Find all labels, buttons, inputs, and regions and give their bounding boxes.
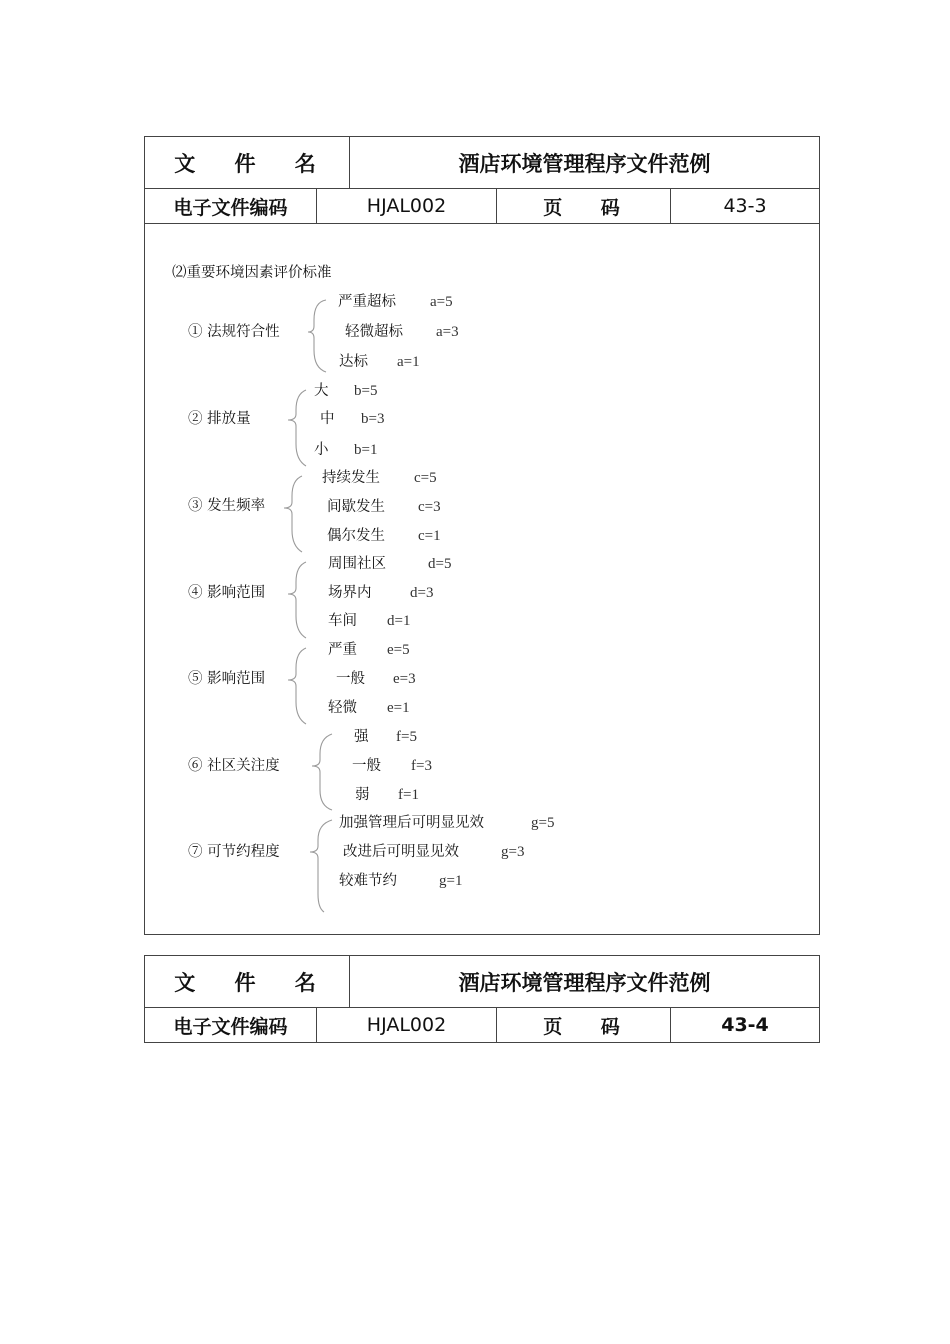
option-label: 严重超标 [338, 294, 396, 310]
file-name-value: 酒店环境管理程序文件范例 [350, 956, 820, 1008]
option-score: c=3 [418, 499, 441, 515]
option-label: 持续发生 [322, 470, 380, 486]
option-score: d=5 [428, 556, 452, 572]
page-label: 页 码 [497, 1008, 671, 1043]
option-score: a=5 [430, 294, 453, 310]
criterion-name: ③ 发生频率 [188, 498, 266, 514]
option-label: 周围社区 [328, 556, 386, 572]
page-number: 43-3 [671, 189, 820, 224]
option-score: g=3 [501, 844, 525, 860]
option-label: 车间 [328, 613, 357, 629]
option-score: g=5 [531, 815, 555, 831]
criterion-name: ① 法规符合性 [188, 324, 280, 340]
option-score: f=5 [396, 729, 417, 745]
page-number: 43-4 [671, 1008, 820, 1043]
option-label: 偶尔发生 [327, 528, 385, 544]
option-label: 一般 [352, 758, 381, 774]
option-score: c=5 [414, 470, 437, 486]
code-value: HJAL002 [317, 189, 497, 224]
option-score: b=1 [354, 442, 378, 458]
option-score: f=3 [411, 758, 432, 774]
document-header-1 [144, 136, 820, 224]
file-name-label: 文 件 名 [145, 137, 350, 189]
code-label: 电子文件编码 [145, 1008, 317, 1043]
criterion-name: ④ 影响范围 [188, 585, 266, 601]
option-label: 轻微超标 [345, 324, 403, 340]
option-label: 加强管理后可明显见效 [339, 815, 484, 831]
criterion-name: ⑥ 社区关注度 [188, 758, 280, 774]
option-label: 小 [314, 442, 329, 458]
option-score: e=1 [387, 700, 410, 716]
option-score: b=3 [361, 411, 385, 427]
option-score: b=5 [354, 383, 378, 399]
file-name-value: 酒店环境管理程序文件范例 [350, 137, 820, 189]
option-score: f=1 [398, 787, 419, 803]
code-value: HJAL002 [317, 1008, 497, 1043]
option-score: g=1 [439, 873, 463, 889]
document-header-2 [144, 955, 820, 1043]
option-score: a=3 [436, 324, 459, 340]
option-label: 改进后可明显见效 [343, 844, 459, 860]
option-label: 弱 [355, 787, 370, 803]
file-name-label: 文 件 名 [145, 956, 350, 1008]
option-label: 强 [354, 729, 369, 745]
criterion-name: ⑦ 可节约程度 [188, 844, 280, 860]
option-label: 中 [320, 411, 335, 427]
section-title: ⑵重要环境因素评价标准 [172, 265, 332, 281]
option-label: 较难节约 [339, 873, 397, 889]
option-label: 场界内 [328, 585, 372, 601]
criterion-name: ② 排放量 [188, 411, 251, 427]
code-label: 电子文件编码 [145, 189, 317, 224]
option-label: 达标 [339, 354, 368, 370]
option-label: 间歇发生 [327, 499, 385, 515]
option-score: c=1 [418, 528, 441, 544]
brace-graphic [280, 290, 340, 920]
option-label: 一般 [336, 671, 365, 687]
option-score: a=1 [397, 354, 420, 370]
option-score: e=5 [387, 642, 410, 658]
option-label: 轻微 [328, 700, 357, 716]
option-label: 大 [314, 383, 329, 399]
page-label: 页 码 [497, 189, 671, 224]
option-score: d=1 [387, 613, 411, 629]
option-score: d=3 [410, 585, 434, 601]
option-label: 严重 [328, 642, 357, 658]
option-score: e=3 [393, 671, 416, 687]
criterion-name: ⑤ 影响范围 [188, 671, 266, 687]
